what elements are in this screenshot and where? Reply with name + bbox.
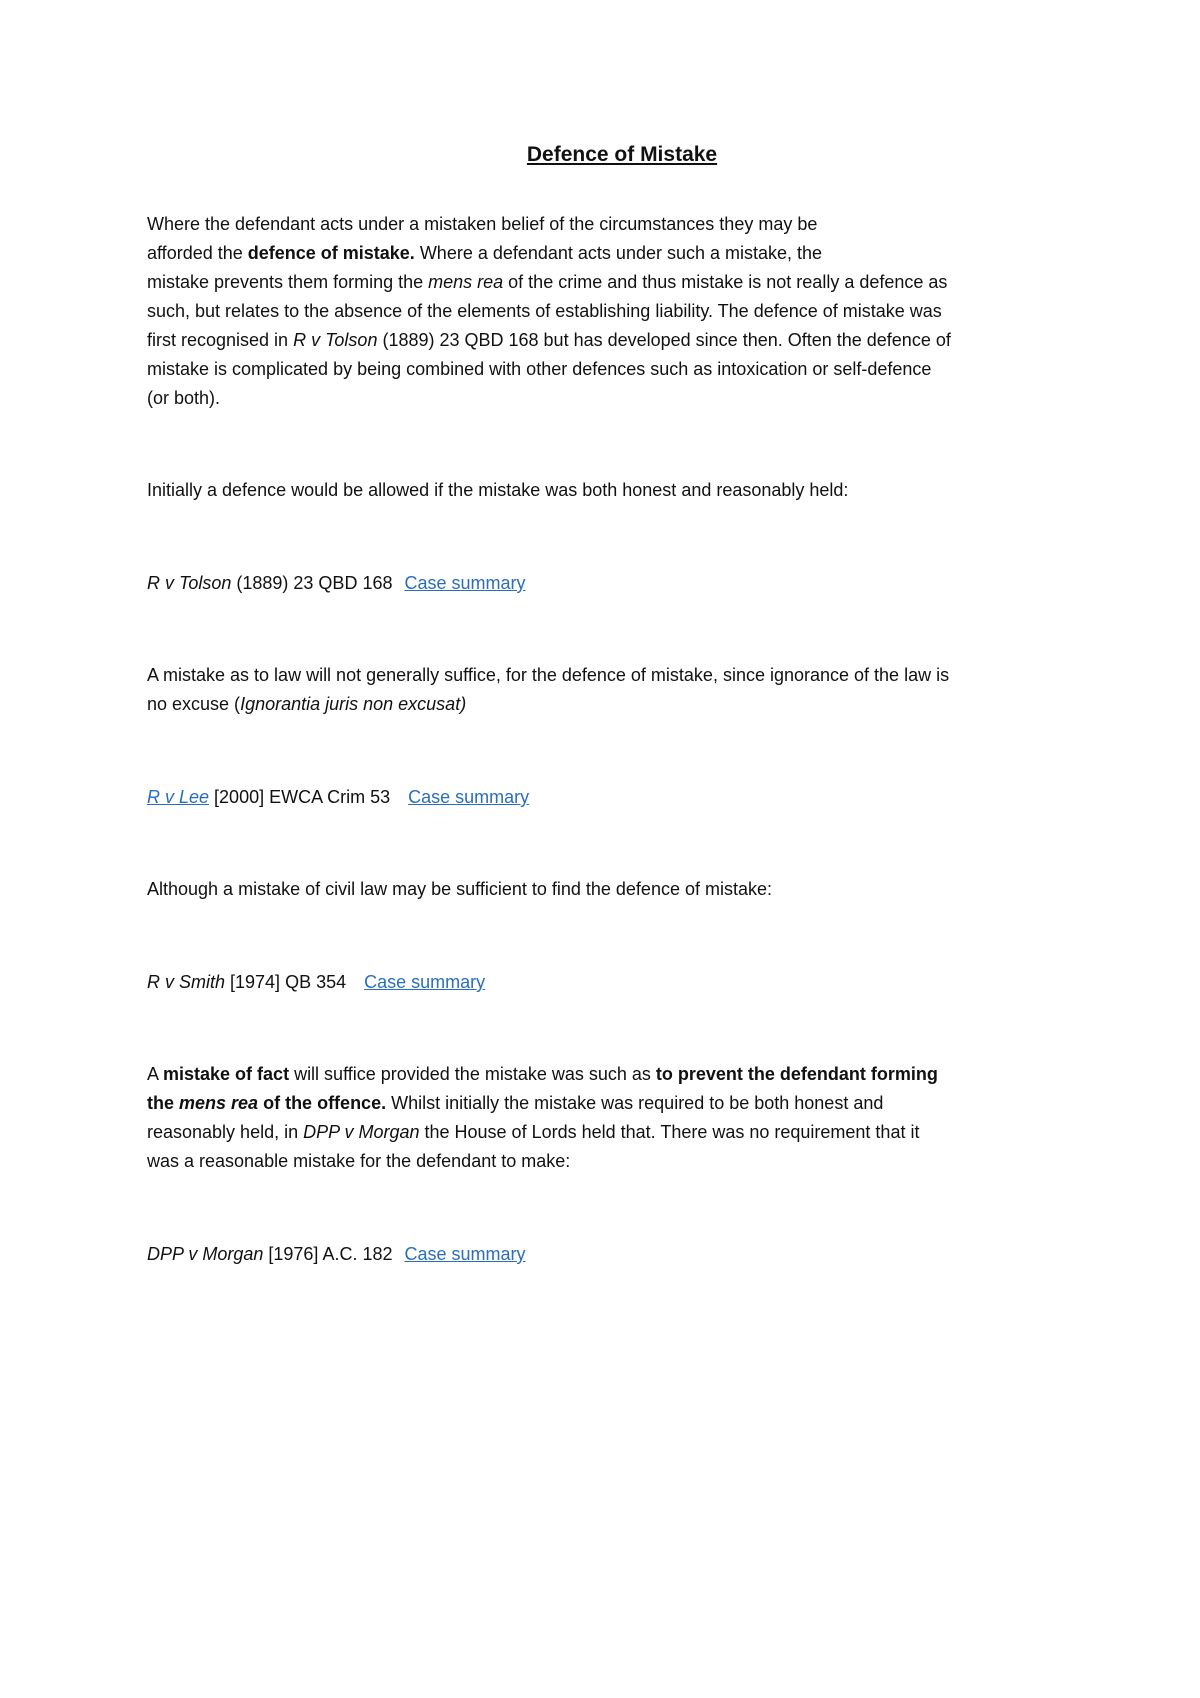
latin-maxim: Ignorantia juris non excusat) [240,694,467,714]
intro-paragraph [147,210,1067,413]
case-summary-link[interactable]: Case summary [408,787,530,807]
intro-line: first recognised in R v Tolson (1889) 23 QBD 168 but has developed since then. Often the defence of [147,330,951,350]
intro-line: (or both). [147,388,221,408]
bold-term: defence of mistake. [247,243,415,263]
case-name: DPP v Morgan [303,1122,420,1142]
fact-line: the mens rea of the offence. Whilst initially the mistake was required to be both honest and [147,1093,884,1113]
page-title: Defence of Mistake [526,143,718,166]
bold-term: mistake of fact [163,1064,290,1084]
case-summary-link[interactable]: Case summary [404,1244,526,1264]
intro-line: afforded the defence of mistake. Where a defendant acts under such a mistake, the [147,243,823,263]
italic-term: mens rea [428,272,504,292]
case-tolson [147,569,1067,598]
civil-paragraph: Although a mistake of civil law may be sufficient to find the defence of mistake: [147,879,772,899]
law-paragraph [147,661,1067,719]
case-name: DPP v Morgan [147,1244,264,1264]
case-citation: [2000] EWCA Crim 53 [209,787,391,807]
case-name: R v Tolson [147,573,232,593]
honest-paragraph: Initially a defence would be allowed if the mistake was both honest and reasonably held: [147,480,849,500]
fact-line: A mistake of fact will suffice provided the mistake was such as to prevent the defendant forming [147,1064,938,1084]
case-citation: (1889) 23 QBD 168 [231,573,393,593]
case-morgan [147,1240,1067,1269]
case-name: R v Tolson [293,330,378,350]
case-name-link[interactable]: R v Lee [147,787,210,807]
law-line: no excuse (Ignorantia juris non excusat) [147,694,467,714]
fact-line: reasonably held, in DPP v Morgan the House of Lords held that. There was no requirement that it [147,1122,920,1142]
case-lee [147,783,1067,812]
italic-term: mens rea [179,1093,259,1113]
document-body [147,140,1067,1332]
intro-line: such, but relates to the absence of the elements of establishing liability. The defence of mistake was [147,301,942,321]
intro-line: Where the defendant acts under a mistaken belief of the circumstances they may be [147,214,818,234]
bold-term: to prevent the defendant forming [655,1064,938,1084]
case-summary-link[interactable]: Case summary [404,573,526,593]
fact-line: was a reasonable mistake for the defendant to make: [147,1151,571,1171]
case-name: R v Smith [147,972,226,992]
intro-line: mistake prevents them forming the mens rea of the crime and thus mistake is not really a defence as [147,272,948,292]
fact-paragraph [147,1060,1067,1176]
case-smith [147,968,1067,997]
case-citation: [1976] A.C. 182 [263,1244,393,1264]
law-line: A mistake as to law will not generally suffice, for the defence of mistake, since ignorance of the law is [147,665,950,685]
case-summary-link[interactable]: Case summary [364,972,486,992]
intro-line: mistake is complicated by being combined with other defences such as intoxication or self-defence [147,359,932,379]
case-citation: [1974] QB 354 [225,972,347,992]
